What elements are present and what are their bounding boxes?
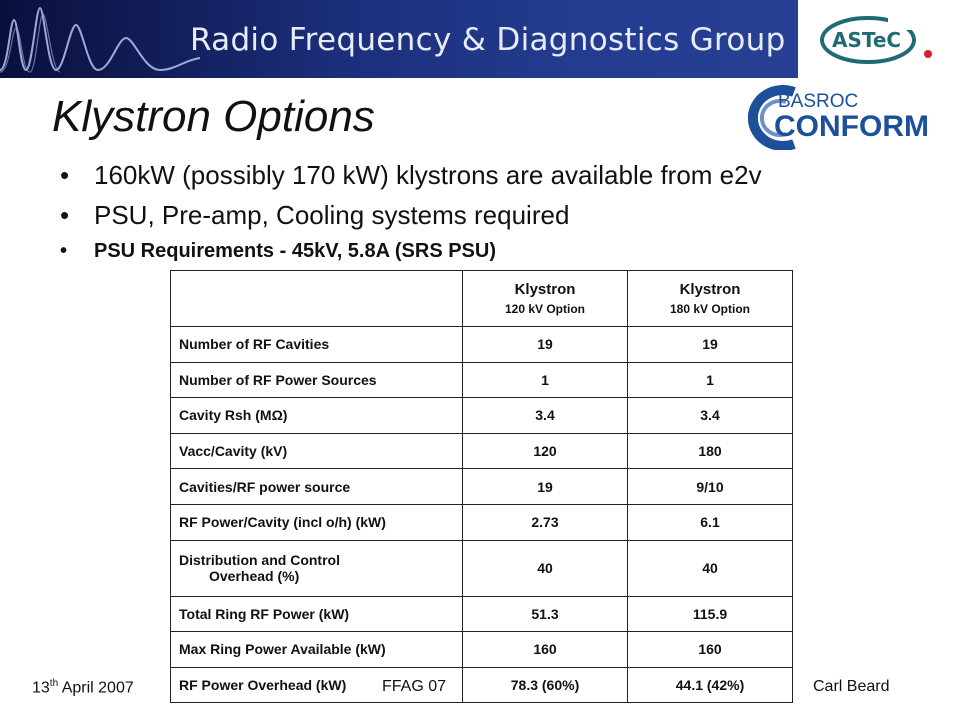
cell-value: 1 xyxy=(628,362,793,398)
footer-date-rest: April 2007 xyxy=(58,679,134,697)
column-title: Klystron xyxy=(514,281,576,298)
cell-value: 40 xyxy=(628,540,793,596)
column-header xyxy=(463,271,628,327)
group-name: Radio Frequency & Diagnostics Group xyxy=(190,22,786,58)
footer-date-day: 13 xyxy=(32,679,50,697)
row-label: RF Power Overhead (kW) xyxy=(171,667,463,703)
cell-value: 40 xyxy=(463,540,628,596)
astec-logo xyxy=(818,10,943,70)
row-label: Max Ring Power Available (kW) xyxy=(171,632,463,668)
basroc-conform-logo xyxy=(748,84,943,150)
cell-value: 9/10 xyxy=(628,469,793,505)
slide-title: Klystron Options xyxy=(52,92,375,141)
row-label: Number of RF Cavities xyxy=(171,327,463,363)
table-row xyxy=(171,362,793,398)
bullet-item xyxy=(60,155,762,195)
column-subtitle: 180 kV Option xyxy=(669,302,751,316)
table-row xyxy=(171,398,793,434)
cell-value: 19 xyxy=(463,469,628,505)
row-label: Total Ring RF Power (kW) xyxy=(171,596,463,632)
cell-value: 78.3 (60%) xyxy=(463,667,628,703)
footer-date xyxy=(32,678,134,697)
cell-value: 3.4 xyxy=(628,398,793,434)
row-label: RF Power/Cavity (incl o/h) (kW) xyxy=(171,504,463,540)
bullet-text: 160kW (possibly 170 kW) klystrons are available from e2v xyxy=(94,160,762,190)
table-row xyxy=(171,504,793,540)
conform-logo-text: CONFORM xyxy=(774,110,929,143)
bullet-item xyxy=(60,195,762,235)
cell-value: 19 xyxy=(463,327,628,363)
cell-value: 180 xyxy=(628,433,793,469)
footer-author: Carl Beard xyxy=(813,678,890,695)
bullet-icon: • xyxy=(60,200,70,230)
column-header xyxy=(628,271,793,327)
column-title: Klystron xyxy=(679,281,741,298)
astec-logo-text: ASTeC xyxy=(832,28,902,52)
table-row xyxy=(171,469,793,505)
bullet-list xyxy=(60,155,762,269)
waveform-graphic xyxy=(0,0,200,78)
cell-value: 44.1 (42%) xyxy=(628,667,793,703)
table-row xyxy=(171,667,793,703)
cell-value: 120 xyxy=(463,433,628,469)
table-row xyxy=(171,596,793,632)
header-banner xyxy=(0,0,960,78)
table-row xyxy=(171,327,793,363)
bullet-text: PSU Requirements - 45kV, 5.8A (SRS PSU) xyxy=(94,240,496,262)
cell-value: 6.1 xyxy=(628,504,793,540)
row-label: Distribution and Control xyxy=(179,552,340,569)
cell-value: 3.4 xyxy=(463,398,628,434)
column-subtitle: 120 kV Option xyxy=(504,302,586,316)
cell-value: 19 xyxy=(628,327,793,363)
footer-event: FFAG 07 xyxy=(382,678,447,695)
cell-value: 115.9 xyxy=(628,596,793,632)
table-row xyxy=(171,540,793,596)
table-row xyxy=(171,632,793,668)
row-label-cell xyxy=(171,540,463,596)
bullet-icon: • xyxy=(60,240,68,262)
row-label-continued: Overhead (%) xyxy=(209,568,300,585)
cell-value: 1 xyxy=(463,362,628,398)
table-header-row xyxy=(171,271,793,327)
table-row xyxy=(171,433,793,469)
basroc-logo-text: BASROC xyxy=(778,91,859,112)
cell-value: 51.3 xyxy=(463,596,628,632)
astec-logo-area xyxy=(798,0,960,78)
cell-value: 2.73 xyxy=(463,504,628,540)
row-label: Vacc/Cavity (kV) xyxy=(171,433,463,469)
bullet-item xyxy=(60,235,762,269)
bullet-text: PSU, Pre-amp, Cooling systems required xyxy=(94,200,570,230)
table-corner-cell xyxy=(171,271,463,327)
klystron-comparison-table xyxy=(170,270,793,703)
cell-value: 160 xyxy=(463,632,628,668)
row-label: Cavities/RF power source xyxy=(171,469,463,505)
row-label: Number of RF Power Sources xyxy=(171,362,463,398)
row-label: Cavity Rsh (MΩ) xyxy=(171,398,463,434)
cell-value: 160 xyxy=(628,632,793,668)
bullet-icon: • xyxy=(60,160,70,190)
footer-date-suffix: th xyxy=(49,678,59,689)
